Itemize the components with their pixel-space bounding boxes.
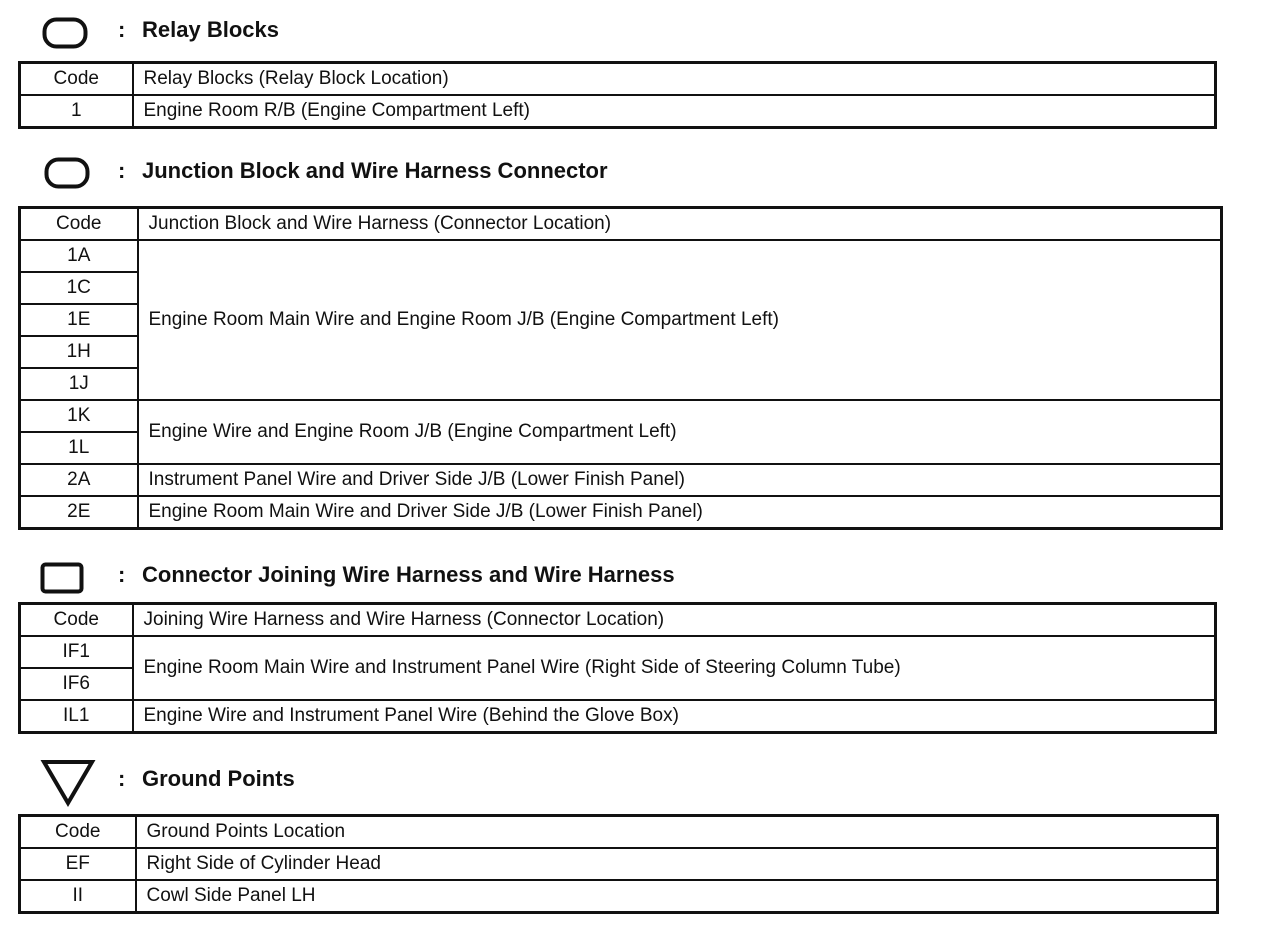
- location-header: Junction Block and Wire Harness (Connector Location): [138, 208, 1222, 241]
- junction-block-heading: : Junction Block and Wire Harness Connector: [118, 158, 608, 183]
- code-cell: 1E: [20, 304, 138, 336]
- location-cell: Engine Wire and Engine Room J/B (Engine Compartment Left): [138, 400, 1222, 464]
- ground-points-title: Ground Points: [142, 766, 295, 791]
- code-cell: IF1: [20, 636, 133, 668]
- code-cell: 1H: [20, 336, 138, 368]
- location-cell: Engine Room Main Wire and Driver Side J/B (Lower Finish Panel): [138, 496, 1222, 529]
- relay-blocks-heading: : Relay Blocks: [118, 17, 279, 42]
- table-row: [20, 880, 1218, 913]
- connector-joining-symbol-icon: [40, 562, 84, 594]
- table-header-row: [20, 604, 1216, 637]
- code-cell: 1: [20, 95, 133, 128]
- code-cell: 1A: [20, 240, 138, 272]
- location-header: Relay Blocks (Relay Block Location): [133, 63, 1216, 96]
- table-row: [20, 848, 1218, 880]
- code-header: Code: [20, 63, 133, 96]
- table-row: [20, 95, 1216, 128]
- table-row: [20, 636, 1216, 668]
- junction-block-symbol-icon: [44, 157, 90, 189]
- table-header-row: [20, 63, 1216, 96]
- ground-points-heading: : Ground Points: [118, 766, 295, 791]
- ground-point-symbol-icon: [40, 758, 96, 808]
- table-header-row: [20, 208, 1222, 241]
- relay-blocks-table: [18, 61, 1217, 129]
- connector-joining-heading: : Connector Joining Wire Harness and Wire Harness: [118, 562, 675, 587]
- location-cell: Engine Room R/B (Engine Compartment Left): [133, 95, 1216, 128]
- location-cell: Instrument Panel Wire and Driver Side J/B (Lower Finish Panel): [138, 464, 1222, 496]
- code-header: Code: [20, 816, 136, 849]
- code-cell: 1C: [20, 272, 138, 304]
- relay-blocks-title: Relay Blocks: [142, 17, 279, 42]
- code-cell: II: [20, 880, 136, 913]
- ground-points-table: [18, 814, 1219, 914]
- code-cell: 1L: [20, 432, 138, 464]
- location-cell: Engine Room Main Wire and Instrument Panel Wire (Right Side of Steering Column Tube): [133, 636, 1216, 700]
- code-header: Code: [20, 208, 138, 241]
- table-row: [20, 464, 1222, 496]
- table-row: [20, 496, 1222, 529]
- location-cell: Right Side of Cylinder Head: [136, 848, 1218, 880]
- table-row: [20, 700, 1216, 733]
- code-header: Code: [20, 604, 133, 637]
- junction-block-title: Junction Block and Wire Harness Connector: [142, 158, 608, 183]
- code-cell: IF6: [20, 668, 133, 700]
- location-cell: Cowl Side Panel LH: [136, 880, 1218, 913]
- table-row: [20, 400, 1222, 432]
- location-cell: Engine Wire and Instrument Panel Wire (Behind the Glove Box): [133, 700, 1216, 733]
- relay-block-symbol-icon: [42, 17, 88, 49]
- code-cell: IL1: [20, 700, 133, 733]
- location-header: Ground Points Location: [136, 816, 1218, 849]
- code-cell: 1K: [20, 400, 138, 432]
- table-row: [20, 240, 1222, 272]
- connector-joining-table: [18, 602, 1217, 734]
- junction-block-table: [18, 206, 1223, 530]
- code-cell: 1J: [20, 368, 138, 400]
- connector-joining-title: Connector Joining Wire Harness and Wire Harness: [142, 562, 675, 587]
- table-header-row: [20, 816, 1218, 849]
- location-header: Joining Wire Harness and Wire Harness (Connector Location): [133, 604, 1216, 637]
- code-cell: 2E: [20, 496, 138, 529]
- location-cell: Engine Room Main Wire and Engine Room J/B (Engine Compartment Left): [138, 240, 1222, 400]
- code-cell: 2A: [20, 464, 138, 496]
- code-cell: EF: [20, 848, 136, 880]
